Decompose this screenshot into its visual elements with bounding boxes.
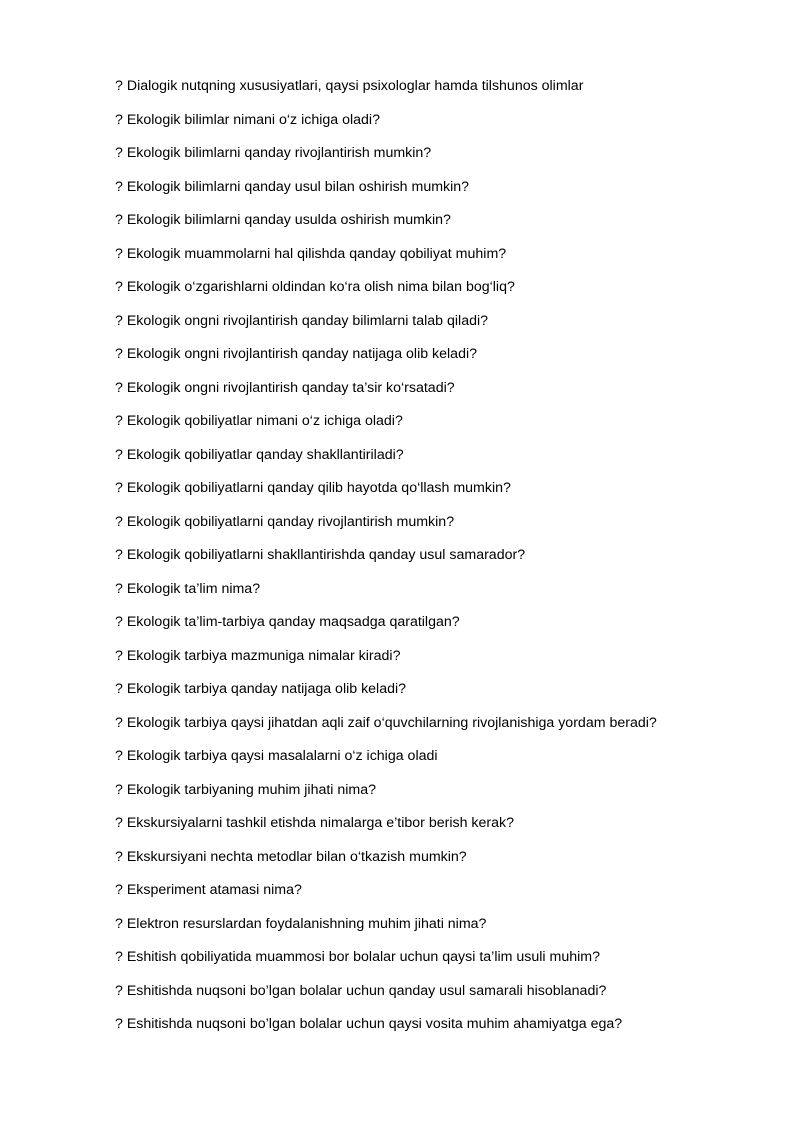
question-item: ? Ekologik bilimlar nimani o‘z ichiga oladi?: [115, 111, 380, 128]
question-list: [115, 74, 755, 1046]
question-item: ? Ekologik qobiliyatlarni shakllantirishda qanday usul samarador?: [115, 547, 526, 563]
question-item: ? Ekologik tarbiya qanday natijaga olib keladi?: [115, 681, 407, 697]
question-item: ? Eshitishda nuqsoni bo’lgan bolalar uchun qaysi vosita muhim ahamiyatga ega?: [115, 1016, 623, 1032]
question-item: ? Eshitish qobiliyatida muammosi bor bolalar uchun qaysi ta’lim usuli muhim?: [115, 949, 600, 965]
question-item: ? Ekologik ongni rivojlantirish qanday bilimlarni talab qiladi?: [115, 312, 489, 329]
question-item: ? Ekologik qobiliyatlarni qanday qilib hayotda qo‘llash mumkin?: [115, 480, 511, 496]
question-item: ? Ekologik tarbiya mazmuniga nimalar kiradi?: [115, 647, 401, 664]
question-item: ? Eshitishda nuqsoni bo’lgan bolalar uchun qanday usul samarali hisoblanadi?: [115, 982, 607, 999]
question-item: ? Ekologik qobiliyatlar qanday shakllantiriladi?: [115, 446, 404, 463]
question-item: ? Ekologik bilimlarni qanday usul bilan oshirish mumkin?: [115, 178, 470, 195]
question-item: ? Eksperiment atamasi nima?: [115, 882, 302, 898]
question-item: ? Ekologik bilimlarni qanday usulda oshirish mumkin?: [115, 212, 451, 228]
question-item: ? Ekologik qobiliyatlarni qanday rivojlantirish mumkin?: [115, 513, 455, 530]
question-item: ? Ekologik tarbiyaning muhim jihati nima?: [115, 781, 377, 798]
question-item: ? Dialogik nutqning xususiyatlari, qaysi psixologlar hamda tilshunos olimlar: [115, 78, 584, 94]
question-item: ? Ekologik ta’lim nima?: [115, 580, 261, 597]
question-item: ? Elektron resurslardan foydalanishning muhim jihati nima?: [115, 915, 487, 932]
question-item: ? Ekologik bilimlarni qanday rivojlantirish mumkin?: [115, 145, 432, 161]
question-item: ? Ekologik tarbiya qaysi jihatdan aqli zaif o‘quvchilarning rivojlanishiga yordam beradi?: [115, 714, 657, 731]
question-item: ? Ekologik tarbiya qaysi masalalarni o‘z ichiga oladi: [115, 748, 438, 764]
question-item: ? Ekskursiyani nechta metodlar bilan o‘tkazish mumkin?: [115, 848, 467, 865]
question-item: ? Ekologik ongni rivojlantirish qanday natijaga olib keladi?: [115, 346, 478, 362]
question-item: ? Ekologik ongni rivojlantirish qanday ta’sir ko‘rsatadi?: [115, 379, 455, 396]
question-item: ? Ekologik qobiliyatlar nimani o‘z ichiga oladi?: [115, 413, 403, 429]
question-item: ? Ekologik ta’lim-tarbiya qanday maqsadga qaratilgan?: [115, 614, 460, 630]
question-item: ? Ekologik o‘zgarishlarni oldindan ko‘ra olish nima bilan bog‘liq?: [115, 279, 515, 295]
question-item: ? Ekskursiyalarni tashkil etishda nimalarga e’tibor berish kerak?: [115, 815, 515, 831]
question-item: ? Ekologik muammolarni hal qilishda qanday qobiliyat muhim?: [115, 245, 507, 262]
